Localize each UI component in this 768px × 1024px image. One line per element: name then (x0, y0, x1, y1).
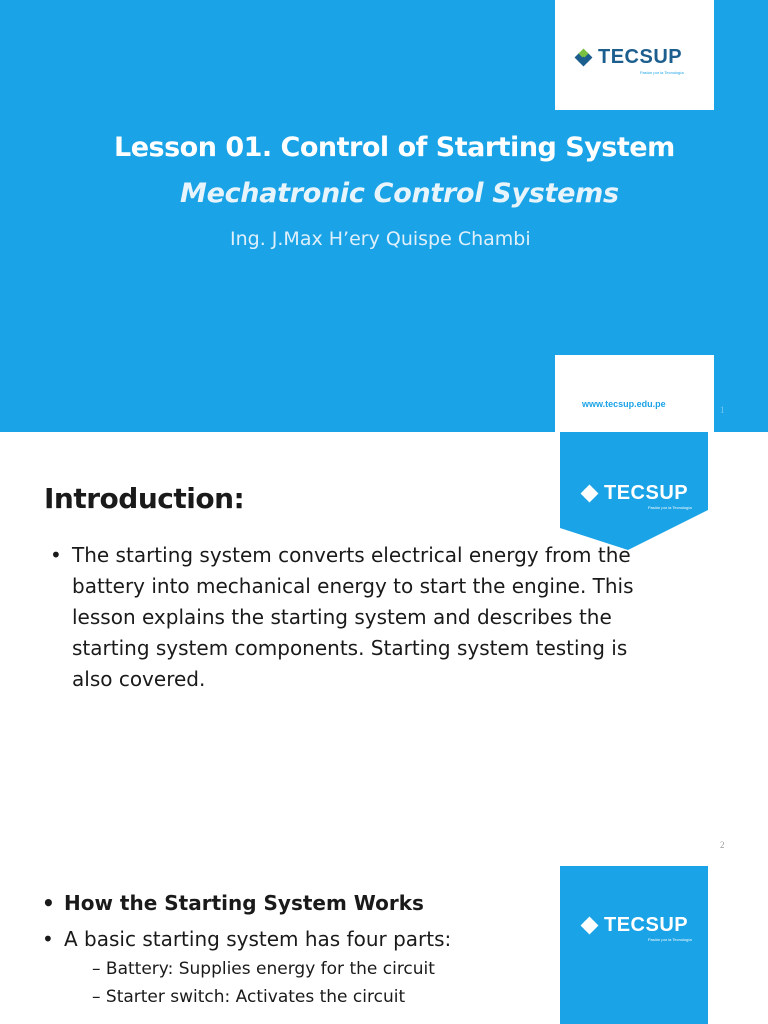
bullet-icon: • (50, 543, 62, 567)
slide-subtitle: Mechatronic Control Systems (180, 178, 619, 209)
bullet-icon: • (42, 927, 54, 951)
page-number: 2 (720, 840, 725, 850)
logo-text: TECSUP (604, 914, 689, 936)
logo-tab (560, 866, 708, 1024)
logo-tagline: Pasión por la Tecnología (640, 70, 684, 75)
intro-text: The starting system converts electrical energy from the battery into mechanical energy to start the engine. This lesson explains the starting system and describes the starting system components. Starting system testing is also covered. (72, 543, 634, 691)
tecsup-logo (580, 914, 688, 937)
section-heading: Introduction: (44, 482, 245, 515)
list-item (42, 925, 451, 1009)
bullet-list (42, 889, 451, 1017)
slide-title (0, 0, 768, 432)
logo-text: TECSUP (598, 46, 683, 68)
sub-list-item: – Battery: Supplies energy for the circuit (92, 959, 435, 979)
logo-text: TECSUP (604, 482, 689, 504)
logo-tagline: Pasión por la Tecnología (648, 505, 692, 510)
intro-paragraph (50, 540, 650, 695)
tecsup-logo-icon (580, 916, 600, 936)
tecsup-logo (580, 482, 688, 505)
list-item (42, 889, 451, 917)
website-url[interactable]: www.tecsup.edu.pe (582, 399, 666, 409)
tecsup-logo-icon (580, 484, 600, 504)
slide-title-text: Lesson 01. Control of Starting System (114, 132, 675, 163)
author-name: Ing. J.Max H’ery Quispe Chambi (230, 228, 531, 250)
list-item-text: How the Starting System Works (64, 891, 424, 915)
bullet-icon: • (42, 891, 55, 915)
page-number: 1 (720, 405, 725, 415)
list-item-text: A basic starting system has four parts: (64, 927, 452, 951)
logo-tagline: Pasión por la Tecnología (648, 937, 692, 942)
tecsup-logo (574, 46, 682, 69)
sub-list-item: – Starter switch: Activates the circuit (92, 987, 406, 1007)
tecsup-logo-icon (574, 48, 594, 68)
url-tab (555, 355, 714, 432)
